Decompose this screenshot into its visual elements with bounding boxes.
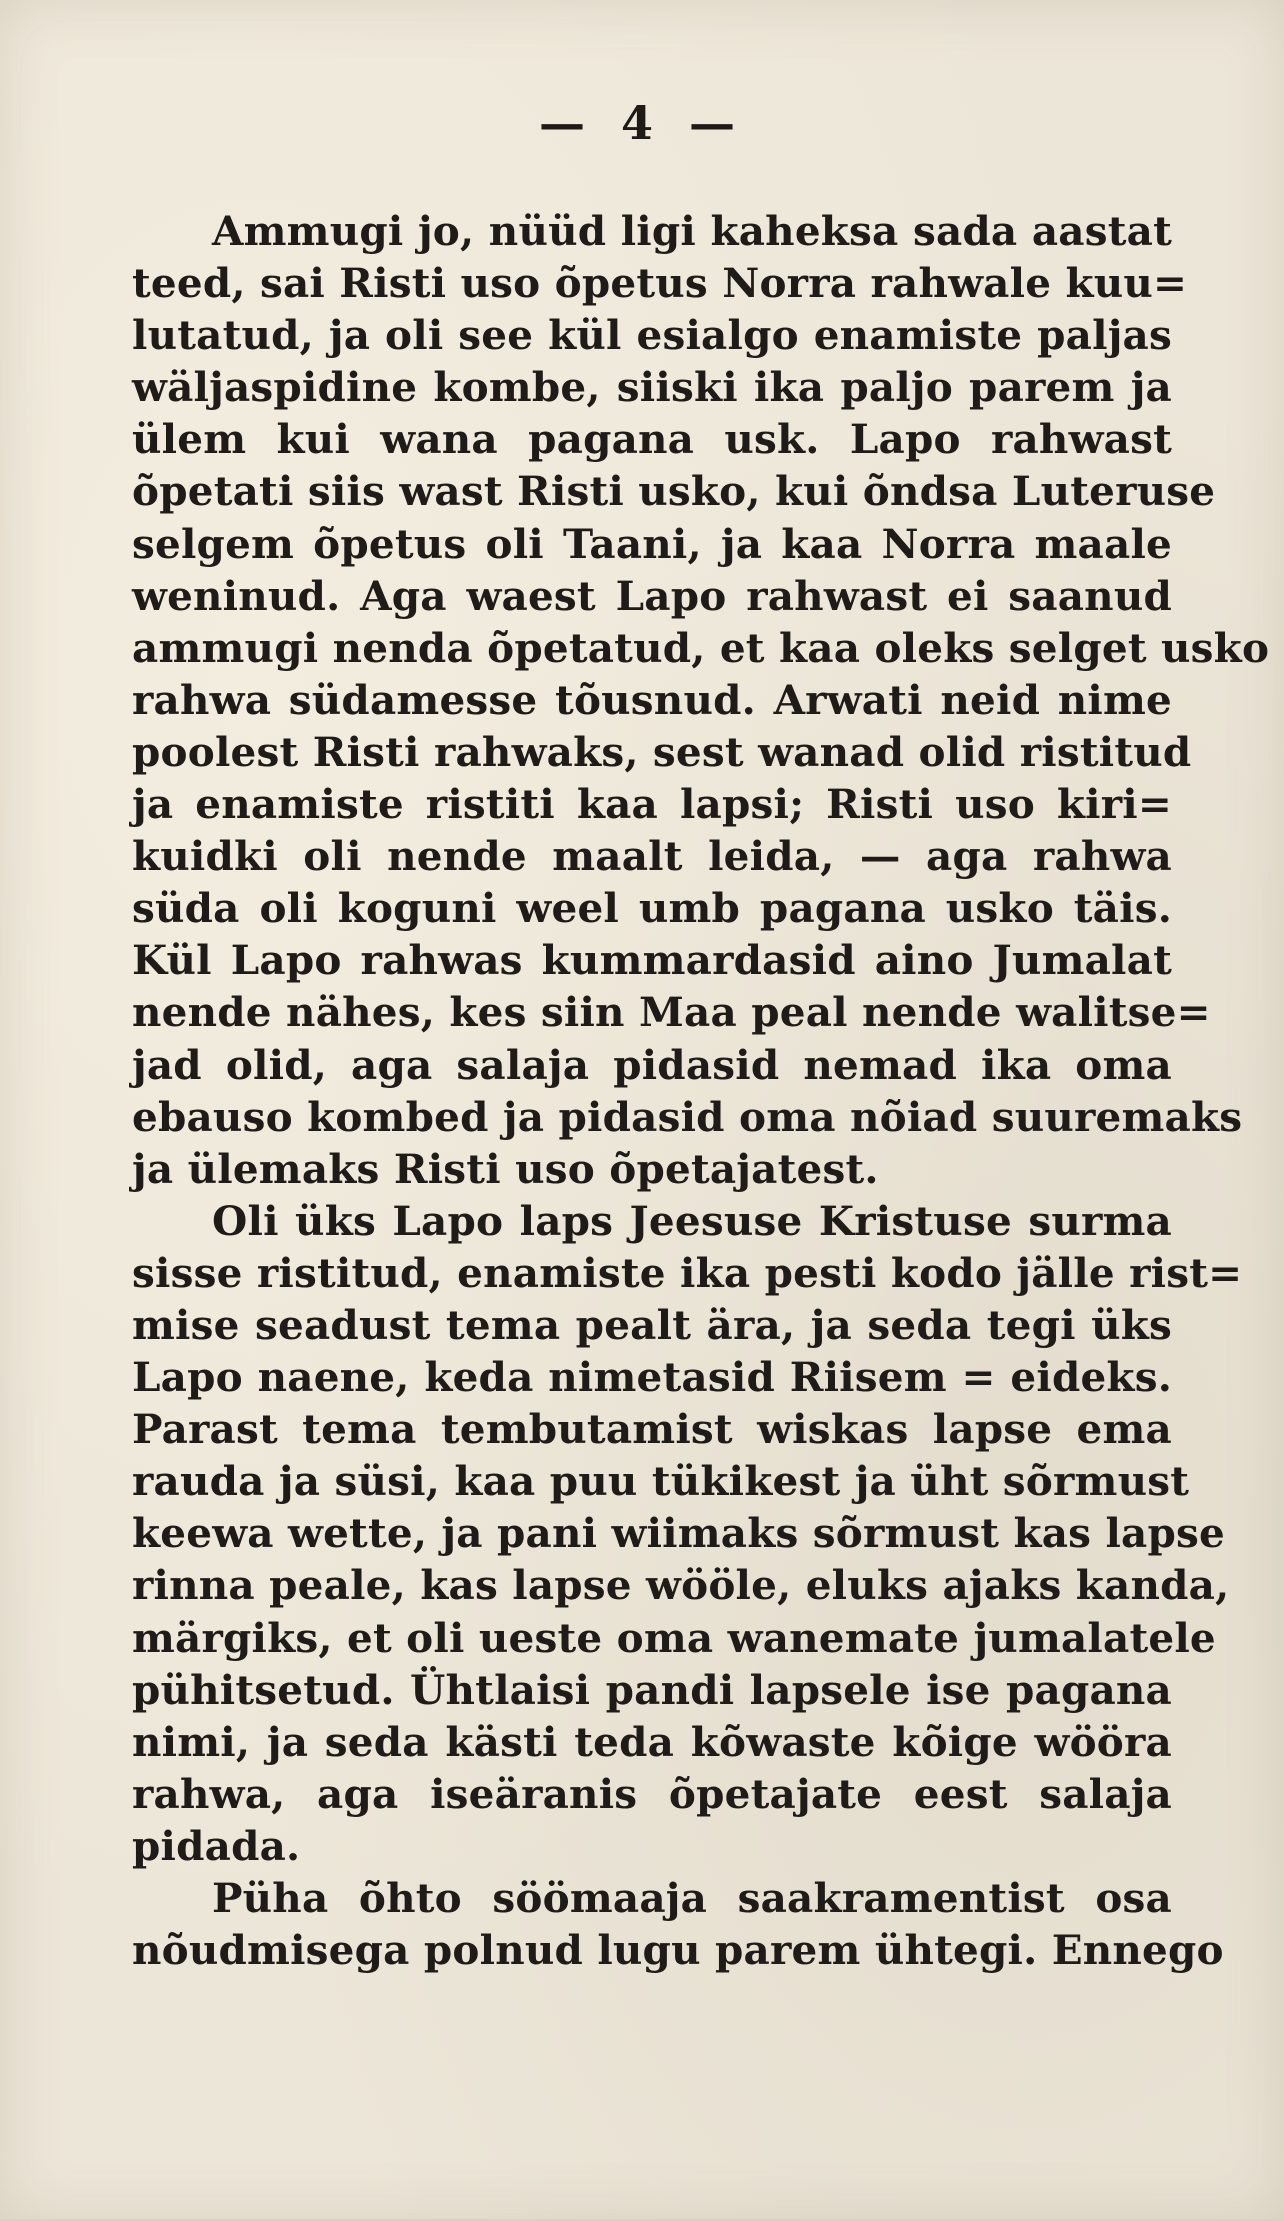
text-line: Oli üks Lapo laps Jeesuse Kristuse surma: [212, 1196, 1172, 1245]
text-line: ja enamiste ristiti kaa lapsi; Risti uso kiri=: [132, 780, 1172, 829]
text-line: lutatud, ja oli see kül esialgo enamiste paljas: [132, 311, 1172, 360]
text-line: mise seadust tema pealt ära, ja seda tegi üks: [132, 1300, 1172, 1349]
text-line: nimi, ja seda kästi teda kõwaste kõige wööra: [132, 1717, 1172, 1766]
text-line: rahwa südamesse tõusnud. Arwati neid nime: [132, 675, 1172, 724]
text-line: Lapo naene, keda nimetasid Riisem = eideks.: [132, 1353, 1172, 1402]
text-line: märgiks, et oli ueste oma wanemate jumalatele: [132, 1613, 1216, 1662]
text-line: sisse ristitud, enamiste ika pesti kodo jälle rist=: [132, 1248, 1243, 1297]
paragraph-2: [132, 1195, 1243, 1872]
text-line: nõudmisega polnud lugu parem ühtegi. Ennego: [132, 1926, 1224, 1975]
text-line: Parast tema tembutamist wiskas lapse ema: [132, 1405, 1172, 1454]
text-line: Püha õhto söömaaja saakramentist osa: [212, 1874, 1172, 1922]
text-line: kuidki oli nende maalt leida, — aga rahwa: [132, 832, 1172, 881]
text-line: poolest Risti rahwaks, sest wanad olid ristitud: [132, 727, 1192, 776]
text-line: õpetati siis wast Risti usko, kui õndsa Luteruse: [132, 467, 1216, 516]
text-line: ja ülemaks Risti uso õpetajatest.: [132, 1144, 879, 1193]
text-line: rahwa, aga iseäranis õpetajate eest salaja: [132, 1769, 1172, 1818]
text-line: jad olid, aga salaja pidasid nemad ika oma: [132, 1040, 1172, 1089]
body-text: [132, 205, 1270, 1976]
text-line: süda oli koguni weel umb pagana usko täis.: [132, 884, 1172, 933]
text-line: weninud. Aga waest Lapo rahwast ei saanud: [132, 571, 1172, 620]
text-line: teed, sai Risti uso õpetus Norra rahwale kuu=: [132, 259, 1188, 308]
page-number: — 4 —: [538, 96, 746, 150]
text-line: pidada.: [132, 1821, 301, 1870]
text-line: Ammugi jo, nüüd ligi kaheksa sada aastat: [212, 207, 1172, 255]
text-line: ülem kui wana pagana usk. Lapo rahwast: [132, 415, 1172, 464]
text-line: selgem õpetus oli Taani, ja kaa Norra maale: [132, 519, 1172, 568]
text-line: Kül Lapo rahwas kummardasid aino Jumalat: [132, 936, 1172, 985]
paragraph-3: [132, 1872, 1224, 1976]
text-line: wäljaspidine kombe, siiski ika paljo parem ja: [132, 363, 1172, 412]
text-line: pühitsetud. Ühtlaisi pandi lapsele ise pagana: [132, 1665, 1172, 1714]
text-line: keewa wette, ja pani wiimaks sõrmust kas lapse: [132, 1509, 1225, 1558]
paragraph-1: [132, 205, 1270, 1195]
text-line: ammugi nenda õpetatud, et kaa oleks selget usko: [132, 623, 1270, 672]
text-line: nende nähes, kes siin Maa peal nende walitse=: [132, 988, 1211, 1037]
text-line: ebauso kombed ja pidasid oma nõiad suuremaks: [132, 1092, 1243, 1141]
text-line: rinna peale, kas lapse wööle, eluks ajaks kanda,: [132, 1561, 1230, 1610]
text-line: rauda ja süsi, kaa puu tükikest ja üht sõrmust: [132, 1457, 1190, 1506]
